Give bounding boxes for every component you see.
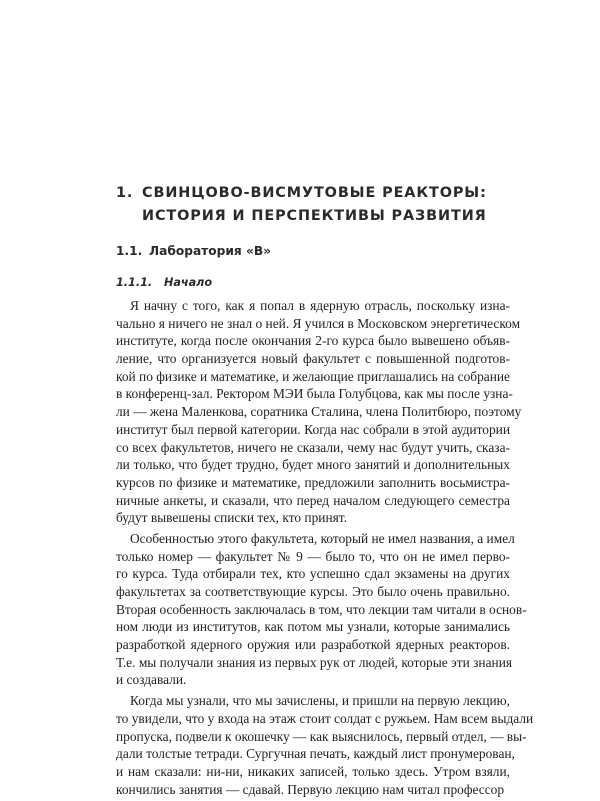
text-line: институте, когда после окончания 2-го курса было вывешено объяв-	[116, 333, 510, 349]
text-line: дали толстые тетради. Сургучная печать, каждый лист пронумерован,	[116, 746, 515, 762]
text-line: и создавали.	[116, 672, 187, 688]
section-title-text: Лаборатория «В»	[149, 244, 271, 258]
subsection-title	[116, 275, 212, 290]
text-line: курсов по физике и математике, предложили заполнить восьмистра-	[116, 474, 510, 490]
text-line: то увидели, что у входа на этаж стоит солдат с ружьем. Нам всем выдали	[116, 710, 534, 726]
text-line: чально я ничего не знал о ней. Я учился в Московском энергетическом	[116, 315, 521, 331]
text-line: кой по физике и математике, и желающие приглашались на собрание	[116, 368, 510, 384]
chapter-title	[116, 182, 496, 228]
text-line: в конференц-зал. Ректором МЭИ была Голубцова, как мы после узна-	[116, 386, 513, 402]
paragraph	[116, 530, 527, 689]
paragraph	[116, 692, 534, 798]
subsection-title-text: Начало	[164, 276, 213, 289]
text-line: со всех факультетов, ничего не сказали, чему нас будут учить, сказа-	[116, 439, 510, 455]
text-line: и нам сказали: ни-ни, никаких записей, только здесь. Утром взяли,	[116, 763, 510, 779]
text-line: го курса. Туда отбирали тех, кто успешно сдал экзамены на других	[116, 566, 510, 582]
text-line: Т.е. мы получали знания из первых рук от людей, которые эти знания	[116, 654, 513, 670]
text-line: Когда мы узнали, что мы зачислены, и пришли на первую лекцию,	[130, 693, 510, 709]
chapter-title-text-1: СВИНЦОВО-ВИСМУТОВЫЕ РЕАКТОРЫ:	[142, 185, 487, 201]
section-number: 1.1.	[116, 244, 143, 258]
text-line: ничные анкеты, и сказали, что перед началом следующего семестра	[116, 492, 510, 508]
text-line: институт был первой категории. Когда нас собрали в этой аудитории	[116, 421, 510, 437]
subsection-number: 1.1.1.	[116, 276, 153, 289]
text-line: Я начну с того, как я попал в ядерную отрасль, поскольку изна-	[130, 298, 510, 313]
body-text	[116, 297, 534, 801]
chapter-title-line-1	[116, 182, 496, 205]
text-line: Особенностью этого факультета, который не имел названия, а имел	[130, 530, 515, 546]
text-line: факультетах за соответствующие курсы. Это было очень правильно.	[116, 584, 510, 599]
text-line: ном люди из институтов, как потом мы узнали, которые занимались	[116, 619, 510, 635]
text-line: только номер — факультет № 9 — было то, что он не имел перво-	[116, 548, 510, 564]
text-line: будут вывешены списки тех, кто принят.	[116, 510, 347, 526]
chapter-title-line-2	[116, 205, 496, 228]
text-line: кончились занятия — сдавай. Первую лекцию нам читал профессор	[116, 781, 505, 797]
text-line: Вторая особенность заключалась в том, что лекции там читали в основ-	[116, 601, 527, 617]
paragraph	[116, 297, 522, 527]
chapter-title-text-2: ИСТОРИЯ И ПЕРСПЕКТИВЫ РАЗВИТИЯ	[142, 208, 487, 224]
text-line: ли только, что будет трудно, будет много занятий и дополнительных	[116, 457, 510, 473]
chapter-number: 1.	[116, 185, 134, 201]
text-line: ление, что организуется новый факультет с повышенной подготов-	[116, 351, 510, 367]
text-line: пропуска, подвели к окошечку — как выяснилось, первый отдел, — вы-	[116, 728, 527, 744]
text-line: разработкой ядерного оружия или разработкой ядерных реакторов.	[116, 637, 510, 653]
section-title	[116, 243, 271, 259]
text-line: ли — жена Маленкова, соратника Сталина, члена Политбюро, поэтому	[116, 404, 522, 420]
